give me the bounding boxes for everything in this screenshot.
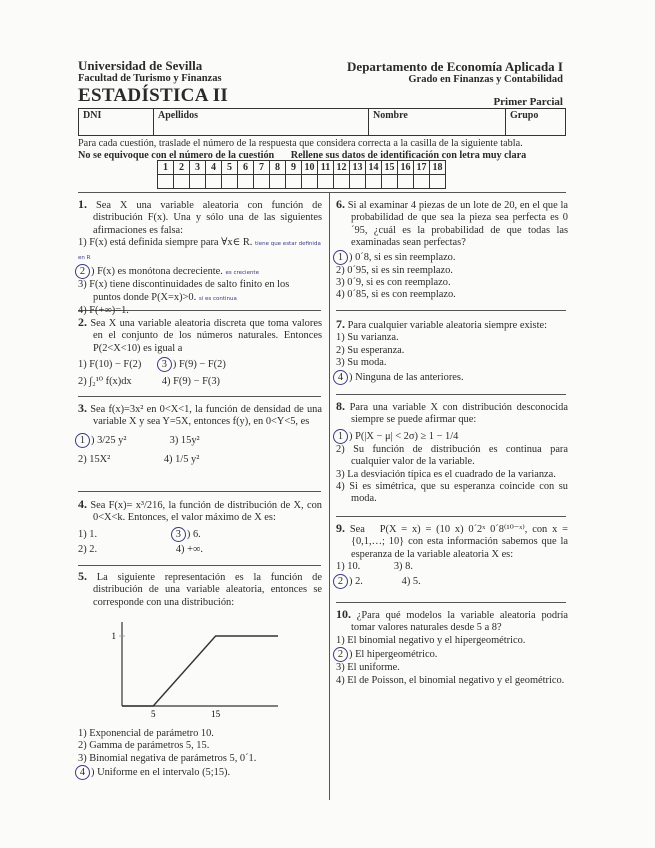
option-1[interactable]: El binomial negativo y el hipergeométrico. (347, 634, 526, 646)
answer-grid-number: 16 (398, 161, 414, 175)
option-2[interactable]: Su esperanza. (347, 344, 405, 356)
question-1: 1. Sea X una variable aleatoria con función de distribución F(x). Una y sólo una de las siguientes afirmaciones es falsa: 1) F(x) está definida siempre para ∀x∈ R. tiene que estar definida en R 2 ) F(x) es monótona decreciente. es creciente 3) F(x) tiene discontinuidades de salto finito en los puntos donde P(X=x)>0. si es continua 4) F(+∞)=1. (78, 198, 322, 318)
question-number: 8. (336, 399, 345, 413)
answer-grid-number: 12 (334, 161, 350, 175)
answer-grid-number: 8 (270, 161, 286, 175)
option-4[interactable]: 5. (412, 575, 421, 587)
answer-box[interactable] (286, 175, 302, 189)
option-1[interactable]: F(x) está definida siempre para ∀x∈ R. (89, 237, 253, 249)
selected-answer-circle: 2 (75, 264, 90, 279)
answer-grid-number: 6 (238, 161, 254, 175)
option-4[interactable]: Uniforme en el intervalo (5;15). (97, 767, 231, 779)
answer-grid (157, 160, 446, 189)
question-stem: Para una variable X con distribución desconocida siempre se puede afirmar que: (349, 402, 568, 426)
option-1[interactable]: 10. (347, 561, 361, 573)
option-2[interactable]: Su función de distribución es continua para cualquier valor de la variable. (351, 443, 569, 468)
question-stem: Sea f(x)=3x² en 0<X<1, la función de densidad de una variable X y sea Y=5X, entonces f(y), en 0<Y<5, es (90, 404, 322, 428)
department-name: Departamento de Economía Aplicada I (347, 59, 563, 74)
answer-box[interactable] (430, 175, 446, 189)
option-3[interactable]: Binomial negativa de parámetros 5, 0´1. (89, 752, 257, 764)
question-9: 9. Sea P(X = x) = (10 x) 0´2ˣ 0´8⁽¹⁰⁻ˣ⁾, con x = {0,1,…; 10} con esta información sabemos que la esperanza de la variable aleatoria X es: 1) 10. 3) 8. 2 ) 2. 4) 5. (336, 522, 568, 589)
question-number: 6. (336, 197, 345, 211)
selected-answer-circle: 2 (333, 574, 348, 589)
answer-box[interactable] (254, 175, 270, 189)
y-tick-label: 1 (111, 631, 116, 641)
option-1[interactable]: 0´8, si es sin reemplazo. (355, 251, 456, 263)
question-5 (78, 570, 322, 609)
question-number: 2. (78, 315, 87, 329)
answer-grid-number: 13 (350, 161, 366, 175)
question-stem: Para cualquier variable aleatoria siempre existe: (347, 320, 547, 331)
answer-box[interactable] (158, 175, 174, 189)
option-3[interactable]: La desviación típica es el cuadrado de la varianza. (347, 468, 556, 480)
option-1[interactable]: Su varianza. (347, 332, 399, 344)
option-2[interactable]: 2. (89, 543, 98, 555)
series-line (122, 636, 278, 706)
answer-grid-number: 18 (430, 161, 446, 175)
answer-grid-number: 3 (190, 161, 206, 175)
option-2[interactable]: 15X² (89, 453, 111, 465)
question-6: 6. Si al examinar 4 piezas de un lote de 20, en el que la probabilidad de que sea la pieza sea perfecta es 0´95, ¿cuál es la probabilidad de que todas las examinadas sean perfectas? 1 ) 0´8, si es sin reemplazo. 2) 0´95, si es sin reemplazo. 3) 0´9, si es con reemplazo. 4) 0´85, si es con reemplazo. (336, 198, 568, 302)
distribution-function-chart (100, 618, 280, 722)
selected-answer-circle: 1 (75, 433, 90, 448)
answer-grid-number: 11 (318, 161, 334, 175)
selected-answer-circle: 3 (157, 357, 172, 372)
answer-box[interactable] (238, 175, 254, 189)
question-stem-b: {0,1,…; 10} con esta información sabemos que la esperanza de la variable aleatoria X es: (351, 536, 568, 560)
option-4[interactable]: Ninguna de las anteriores. (355, 371, 464, 383)
option-2[interactable]: ∫₂¹⁰ f(x)dx (89, 376, 132, 388)
student-id-table (78, 108, 566, 136)
rule-q7 (336, 394, 566, 395)
option-3[interactable]: 6. (192, 528, 201, 540)
answer-box[interactable] (398, 175, 414, 189)
option-3b[interactable]: puntos donde P(X=x)>0. (93, 291, 197, 303)
answer-box[interactable] (302, 175, 318, 189)
option-4[interactable]: Si es simétrica, que su esperanza coincide con su moda. (349, 481, 568, 505)
option-2[interactable]: Gamma de parámetros 5, 15. (89, 740, 210, 752)
exam-type: Primer Parcial (493, 96, 563, 108)
handwritten-note: es creciente (225, 270, 259, 277)
selected-answer-circle: 4 (333, 370, 348, 385)
question-stem-a: Sea (349, 524, 365, 535)
rule-q9 (336, 602, 566, 603)
answer-box[interactable] (174, 175, 190, 189)
question-4: 4. Sea F(x)= x³/216, la función de distribución de X, con 0<X<k. Entonces, el valor máximo de X es: 1) 1. 3 ) 6. 2) 2. 4) +∞. (78, 497, 322, 555)
option-3[interactable]: El uniforme. (347, 662, 400, 674)
rule-q2 (78, 396, 321, 397)
course-title: ESTADÍSTICA II (78, 85, 229, 106)
handwritten-note: si es continua (198, 295, 237, 302)
question-7: 7. Para cualquier variable aleatoria siempre existe: 1) Su varianza. 2) Su esperanza. 3) Su moda. 4 ) Ninguna de las anteriores. (336, 318, 568, 385)
option-3[interactable]: 0´9, si es con reemplazo. (347, 277, 451, 289)
option-4[interactable]: F(9) − F(3) (173, 376, 220, 388)
option-4[interactable]: F(+∞)=1. (89, 305, 129, 317)
question-number: 9. (336, 521, 345, 535)
instructions-line2b: Rellene sus datos de identificación con letra muy clara (290, 150, 527, 161)
rule-q8 (336, 516, 566, 517)
instructions-line1: Para cada cuestión, traslade el número de la respuesta que considera correcta a la casilla de la siguiente tabla. (78, 138, 523, 149)
nombre-field[interactable]: Nombre (369, 109, 506, 136)
rule-q4 (78, 565, 321, 566)
option-1[interactable]: P(|X − μ| < 2σ) ≥ 1 − 1/4 (355, 430, 459, 442)
answer-box[interactable] (206, 175, 222, 189)
question-number: 4. (78, 497, 87, 511)
answer-grid-number: 10 (302, 161, 318, 175)
question-number: 7. (336, 317, 345, 331)
section-rule (78, 192, 566, 193)
degree-name: Grado en Finanzas y Contabilidad (408, 74, 563, 85)
option-1[interactable]: 3/25 y² (97, 434, 127, 446)
answer-grid-number: 4 (206, 161, 222, 175)
option-3a[interactable]: F(x) tiene discontinuidades de salto finito en los (89, 279, 290, 291)
question-number: 5. (78, 569, 87, 583)
handwritten-note: tiene que estar definida en R (78, 241, 321, 261)
question-stem: Sea X una variable aleatoria con función de distribución F(x). Una y sólo una de las siguientes afirmaciones es falsa: (93, 200, 322, 236)
faculty-name: Facultad de Turismo y Finanzas (78, 73, 222, 84)
option-4[interactable]: El de Poisson, el binomial negativo y el geométrico. (347, 674, 565, 686)
question-2: 2. Sea X una variable aleatoria discreta que toma valores en el conjunto de los números naturales. Entonces P(2<X<10) es igual a 1) F(10) − F(2) 3 ) F(9) − F(2) 2) ∫₂¹⁰ f(x)dx 4) F(9) − F(3) (78, 315, 322, 388)
question-number: 10. (336, 607, 351, 621)
option-2[interactable]: 0´95, si es sin reemplazo. (347, 264, 453, 276)
answer-grid-number: 17 (414, 161, 430, 175)
answer-grid-number: 7 (254, 161, 270, 175)
answer-grid-number: 1 (158, 161, 174, 175)
answer-box[interactable] (190, 175, 206, 189)
answer-grid-number: 9 (286, 161, 302, 175)
answer-box[interactable] (366, 175, 382, 189)
answer-box[interactable] (318, 175, 334, 189)
answer-grid-number: 14 (366, 161, 382, 175)
option-1[interactable]: F(10) − F(2) (89, 359, 142, 371)
selected-answer-circle: 2 (333, 647, 348, 662)
dni-field[interactable]: DNI (79, 109, 154, 136)
grupo-field[interactable]: Grupo (506, 109, 566, 136)
option-2[interactable]: 2. (355, 575, 363, 587)
answer-box[interactable] (334, 175, 350, 189)
option-2[interactable]: El hipergeométrico. (355, 649, 438, 661)
question-number: 1. (78, 197, 87, 211)
question-stem: ¿Para qué modelos la variable aleatoria podría tomar valores naturales desde 5 a 8? (351, 610, 568, 634)
probability-formula: P(X = x) = (10 x) 0´2ˣ 0´8⁽¹⁰⁻ˣ⁾, con x = (379, 524, 568, 535)
question-8: 8. Para una variable X con distribución desconocida siempre se puede afirmar que: 1 ) P(|X − μ| < 2σ) ≥ 1 − 1/4 2) Su función de distribución es continua para cualquier valor de la variable. 3) La desviación típica es el cuadrado de la varianza. 4) Si es simétrica, que su esperanza coincide con su moda. (336, 400, 568, 506)
option-3[interactable]: F(9) − F(2) (178, 359, 226, 371)
selected-answer-circle: 4 (75, 765, 90, 780)
answer-box[interactable] (414, 175, 430, 189)
option-3[interactable]: 15y² (180, 434, 200, 446)
question-number: 3. (78, 401, 87, 415)
option-1[interactable]: 1. (89, 528, 98, 540)
option-4[interactable]: 1/5 y² (175, 453, 200, 465)
option-4[interactable]: +∞. (187, 543, 203, 555)
selected-answer-circle: 1 (333, 250, 348, 265)
option-3[interactable]: Su moda. (347, 357, 387, 369)
option-2[interactable]: F(x) es monótona decreciente. (97, 266, 223, 278)
answer-grid-number: 15 (382, 161, 398, 175)
x-tick-label: 5 (150, 709, 156, 719)
answer-box[interactable] (350, 175, 366, 189)
selected-answer-circle: 1 (333, 429, 348, 444)
question-stem: La siguiente representación es la función de distribución de una variable aleatoria, entonces se corresponde con una distribución: (93, 572, 322, 608)
question-stem: Si al examinar 4 piezas de un lote de 20, en el que la probabilidad de que sea la pieza sea perfecta es 0´95, ¿cuál es la probabilidad de que todas las examinadas sean perfectas? (347, 200, 568, 249)
rule-q3 (78, 491, 321, 492)
option-3[interactable]: 8. (405, 561, 413, 573)
question-stem: Sea X una variable aleatoria discreta que toma valores en el conjunto de los números naturales. Entonces P(2<X<10) es igual a (90, 318, 322, 354)
column-divider (329, 192, 330, 800)
answer-box[interactable] (222, 175, 238, 189)
question-3: 3. Sea f(x)=3x² en 0<X<1, la función de densidad de una variable X y sea Y=5X, entonces f(y), en 0<Y<5, es 1 ) 3/25 y² 3) 15y² 2) 15X² 4) 1/5 y² (78, 402, 322, 466)
option-1[interactable]: Exponencial de parámetro 10. (89, 728, 214, 739)
question-stem: Sea F(x)= x³/216, la función de distribución de X, con 0<X<k. Entonces, el valor máximo de X es: (90, 500, 322, 524)
rule-q6 (336, 310, 566, 311)
question-10: 10. ¿Para qué modelos la variable aleatoria podría tomar valores naturales desde 5 a 8? 1) El binomial negativo y el hipergeométrico. 2 ) El hipergeométrico. 3) El uniforme. 4) El de Poisson, el binomial negativo y el geométrico. (336, 608, 568, 687)
answer-grid-number: 5 (222, 161, 238, 175)
apellidos-field[interactable]: Apellidos (154, 109, 369, 136)
university-name: Universidad de Sevilla (78, 58, 203, 73)
answer-box[interactable] (270, 175, 286, 189)
instructions-line2a: No se equivoque con el número de la cuestión (78, 150, 275, 161)
question-5-options: 1) Exponencial de parámetro 10. 2) Gamma de parámetros 5, 15. 3) Binomial negativa de parámetros 5, 0´1. 4 ) Uniforme en el intervalo (5;15). (78, 728, 322, 780)
x-tick-label: 15 (211, 709, 221, 719)
option-4[interactable]: 0´85, si es con reemplazo. (347, 289, 456, 301)
answer-box[interactable] (382, 175, 398, 189)
answer-grid-number: 2 (174, 161, 190, 175)
selected-answer-circle: 3 (171, 527, 186, 542)
